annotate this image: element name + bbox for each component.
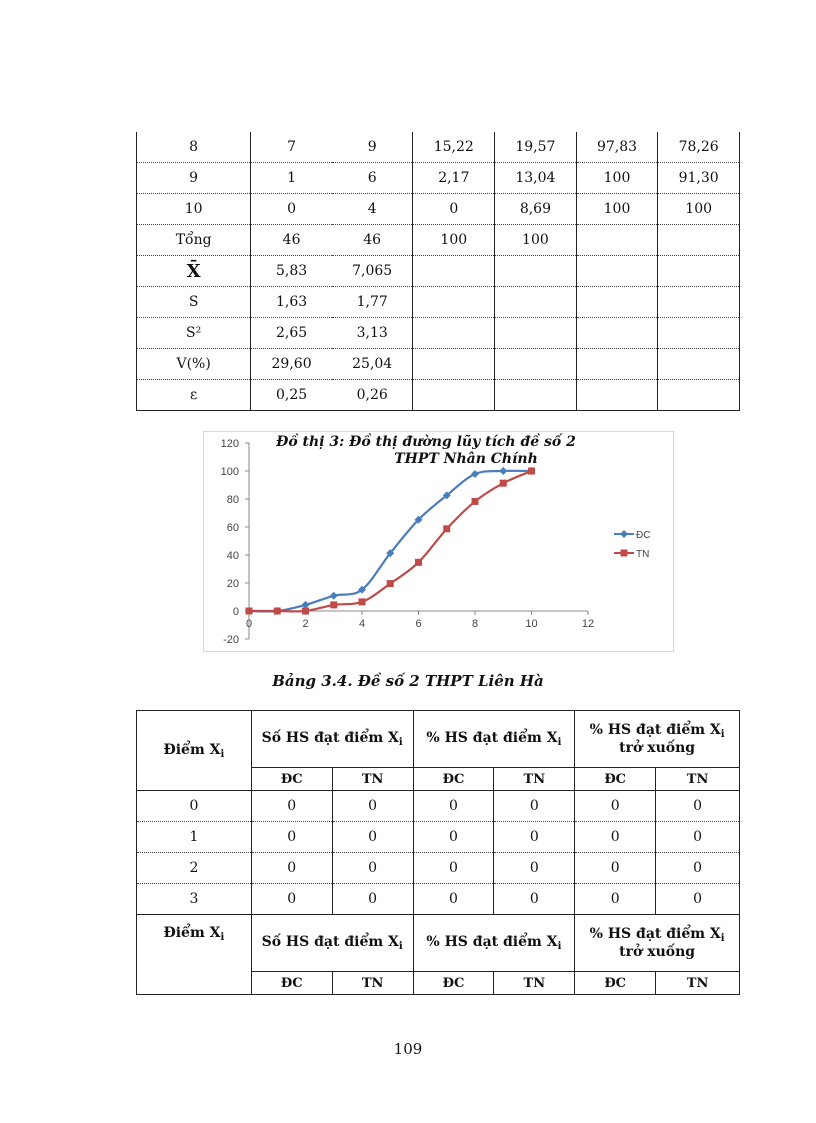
table-cell: 8,69	[495, 194, 577, 225]
header-text: % HS đạt điểm X	[426, 934, 558, 950]
table-row	[137, 853, 740, 884]
table-cell: 15,22	[413, 132, 495, 163]
row-label-cell: 3	[137, 884, 252, 915]
y-tick-label: 0	[232, 606, 239, 618]
header-tn: TN	[494, 768, 575, 791]
row-label-cell: V(%)	[137, 349, 251, 380]
header-percent	[413, 915, 575, 972]
data-point	[387, 580, 394, 587]
table-cell: 0	[413, 791, 494, 822]
table-cell	[658, 349, 740, 380]
header-tn: TN	[656, 972, 740, 995]
chart-subtitle: THPT Nhân Chính	[394, 451, 538, 467]
table-row	[137, 132, 740, 163]
table-caption: Bảng 3.4. Đề số 2 THPT Liên Hà	[272, 672, 544, 690]
row-label-cell: 8	[137, 132, 251, 163]
table-cell: 100	[658, 194, 740, 225]
x-tick-label: 2	[302, 618, 309, 630]
table-bottom	[136, 710, 740, 995]
x-tick-label: 10	[525, 618, 538, 630]
header-tn: TN	[656, 768, 740, 791]
table-row	[137, 256, 740, 287]
header-text: trở xuống	[619, 740, 696, 756]
row-label-cell: ε	[137, 380, 251, 411]
header-text: Điểm X	[163, 925, 221, 941]
y-tick-label: 40	[226, 550, 239, 562]
table-row	[137, 318, 740, 349]
table-cell: 0	[332, 884, 413, 915]
page-number: 109	[393, 1040, 423, 1058]
header-tn: TN	[332, 972, 413, 995]
table-cell: 100	[576, 163, 658, 194]
table-row	[137, 380, 740, 411]
chart-title: Đồ thị 3: Đồ thị đường lũy tích đề số 2	[276, 434, 576, 450]
header-row	[137, 915, 740, 972]
table-cell	[495, 380, 577, 411]
y-tick-label: 20	[226, 578, 239, 590]
y-tick-label: 100	[220, 466, 239, 478]
table-cell: 0	[575, 884, 656, 915]
table-cell: 0	[656, 822, 740, 853]
header-text: Số HS đạt điểm X	[261, 730, 399, 746]
table-cell	[576, 225, 658, 256]
data-point	[528, 468, 535, 475]
table-cell	[413, 287, 495, 318]
table-cell: 0,25	[251, 380, 332, 411]
table-cell	[658, 256, 740, 287]
table-cell: 46	[251, 225, 332, 256]
data-point	[274, 608, 281, 615]
table-cell: 0	[575, 822, 656, 853]
subscript: i	[220, 748, 225, 760]
table-cell: 46	[332, 225, 413, 256]
header-count	[251, 915, 413, 972]
header-text: % HS đạt điểm X	[589, 722, 721, 738]
subscript: i	[398, 737, 403, 748]
table-cell: 0	[251, 822, 332, 853]
row-label-cell: S²	[137, 318, 251, 349]
row-label-cell: S	[137, 287, 251, 318]
header-dc: ĐC	[413, 768, 494, 791]
y-tick-label: -20	[223, 634, 239, 646]
header-tn: TN	[332, 768, 413, 791]
table-cell	[495, 318, 577, 349]
legend-marker	[620, 530, 628, 538]
header-dc: ĐC	[575, 972, 656, 995]
data-point	[415, 559, 422, 566]
table-cell: 19,57	[495, 132, 577, 163]
subscript: i	[720, 729, 725, 740]
table-cell	[413, 349, 495, 380]
data-point	[359, 598, 366, 605]
table-cell: 3,13	[332, 318, 413, 349]
y-tick-label: 120	[220, 438, 239, 450]
table-row	[137, 163, 740, 194]
table-cell: 0	[413, 822, 494, 853]
y-tick-label: 60	[226, 522, 239, 534]
table-row	[137, 822, 740, 853]
x-tick-label: 0	[245, 618, 253, 630]
table-cell: 0	[413, 884, 494, 915]
table-cell	[576, 256, 658, 287]
header-text: trở xuống	[619, 944, 696, 960]
table-cell	[658, 380, 740, 411]
table-cell	[495, 349, 577, 380]
table-cell: 9	[332, 132, 413, 163]
data-point	[302, 608, 309, 615]
table-cell: 0,26	[332, 380, 413, 411]
table-cell	[495, 256, 577, 287]
table-cell: 0	[251, 853, 332, 884]
table-cell: 0	[494, 884, 575, 915]
header-cumulative	[575, 711, 740, 768]
header-percent	[413, 711, 575, 768]
table-cell	[495, 287, 577, 318]
header-point	[137, 711, 252, 791]
table-cell: 100	[495, 225, 577, 256]
table-cell: 1	[251, 163, 332, 194]
y-tick-label: 80	[226, 494, 239, 506]
row-label-cell: 2	[137, 853, 252, 884]
table-row	[137, 194, 740, 225]
table-cell	[413, 380, 495, 411]
table-cell: 0	[575, 791, 656, 822]
legend-label: ĐC	[636, 530, 651, 541]
x-tick-label: 6	[415, 618, 422, 630]
header-tn: TN	[494, 972, 575, 995]
x-tick-label: 12	[581, 618, 595, 630]
table-cell: 0	[494, 822, 575, 853]
table-cell	[413, 318, 495, 349]
subscript: i	[220, 932, 225, 943]
table-cell	[413, 256, 495, 287]
table-cell: 0	[656, 884, 740, 915]
header-text: % HS đạt điểm X	[426, 730, 558, 746]
table-cell: 0	[332, 822, 413, 853]
table-cell: 0	[494, 791, 575, 822]
header-cumulative	[575, 915, 740, 972]
row-label-cell: Tổng	[137, 225, 251, 256]
table-cell	[576, 349, 658, 380]
header-row	[137, 711, 740, 768]
legend-label: TN	[636, 549, 650, 560]
table-cell	[576, 380, 658, 411]
data-point	[443, 525, 450, 532]
header-text: % HS đạt điểm X	[589, 926, 721, 942]
row-label-cell: 10	[137, 194, 251, 225]
header-text: Điểm X	[163, 741, 221, 758]
cumulative-chart	[203, 431, 674, 652]
table-cell: 13,04	[495, 163, 577, 194]
table-cell: 100	[576, 194, 658, 225]
subscript: i	[557, 737, 562, 748]
table-row	[137, 884, 740, 915]
header-dc: ĐC	[413, 972, 494, 995]
data-point	[330, 601, 337, 608]
table-cell: 6	[332, 163, 413, 194]
header-point	[137, 915, 252, 995]
x-tick-label: 4	[358, 618, 366, 630]
row-label-cell: 0	[137, 791, 252, 822]
row-label-cell: X̄	[137, 256, 251, 287]
table-cell: 7,065	[332, 256, 413, 287]
chart-svg	[204, 432, 673, 651]
table-cell	[658, 287, 740, 318]
table-cell: 0	[251, 884, 332, 915]
table-cell	[576, 318, 658, 349]
table-row	[137, 225, 740, 256]
table-cell	[658, 318, 740, 349]
table-cell: 5,83	[251, 256, 332, 287]
header-text: Số HS đạt điểm X	[261, 934, 399, 950]
header-dc: ĐC	[575, 768, 656, 791]
table-cell: 100	[413, 225, 495, 256]
table-cell: 1,63	[251, 287, 332, 318]
table-top	[136, 132, 740, 411]
table-cell: 91,30	[658, 163, 740, 194]
table-cell: 0	[332, 791, 413, 822]
table-cell: 0	[413, 853, 494, 884]
subscript: i	[398, 941, 403, 952]
table-cell	[658, 225, 740, 256]
data-point	[499, 467, 507, 475]
data-point	[471, 470, 479, 478]
table-cell: 0	[413, 194, 495, 225]
subscript: i	[720, 933, 725, 944]
table-cell: 0	[251, 791, 332, 822]
table-cell: 1,77	[332, 287, 413, 318]
header-dc: ĐC	[251, 768, 332, 791]
subscript: i	[557, 941, 562, 952]
table-cell: 2,17	[413, 163, 495, 194]
header-count	[251, 711, 413, 768]
table-cell: 25,04	[332, 349, 413, 380]
table-row	[137, 349, 740, 380]
data-point	[500, 480, 507, 487]
series-line-TN	[249, 471, 532, 611]
header-dc: ĐC	[251, 972, 332, 995]
table-cell: 97,83	[576, 132, 658, 163]
table-cell: 0	[575, 853, 656, 884]
table-cell: 0	[251, 194, 332, 225]
table-cell	[576, 287, 658, 318]
x-tick-label: 8	[471, 618, 479, 630]
row-label-cell: 9	[137, 163, 251, 194]
table-cell: 4	[332, 194, 413, 225]
table-cell: 29,60	[251, 349, 332, 380]
table-cell: 0	[656, 791, 740, 822]
data-point	[472, 498, 479, 505]
table-cell: 7	[251, 132, 332, 163]
table-cell: 0	[494, 853, 575, 884]
table-cell: 2,65	[251, 318, 332, 349]
table-row	[137, 287, 740, 318]
table-cell: 0	[332, 853, 413, 884]
data-point	[330, 592, 338, 600]
table-cell: 0	[656, 853, 740, 884]
data-point	[246, 608, 253, 615]
legend-marker	[621, 550, 628, 557]
row-label-cell: 1	[137, 822, 252, 853]
table-cell: 78,26	[658, 132, 740, 163]
table-row	[137, 791, 740, 822]
